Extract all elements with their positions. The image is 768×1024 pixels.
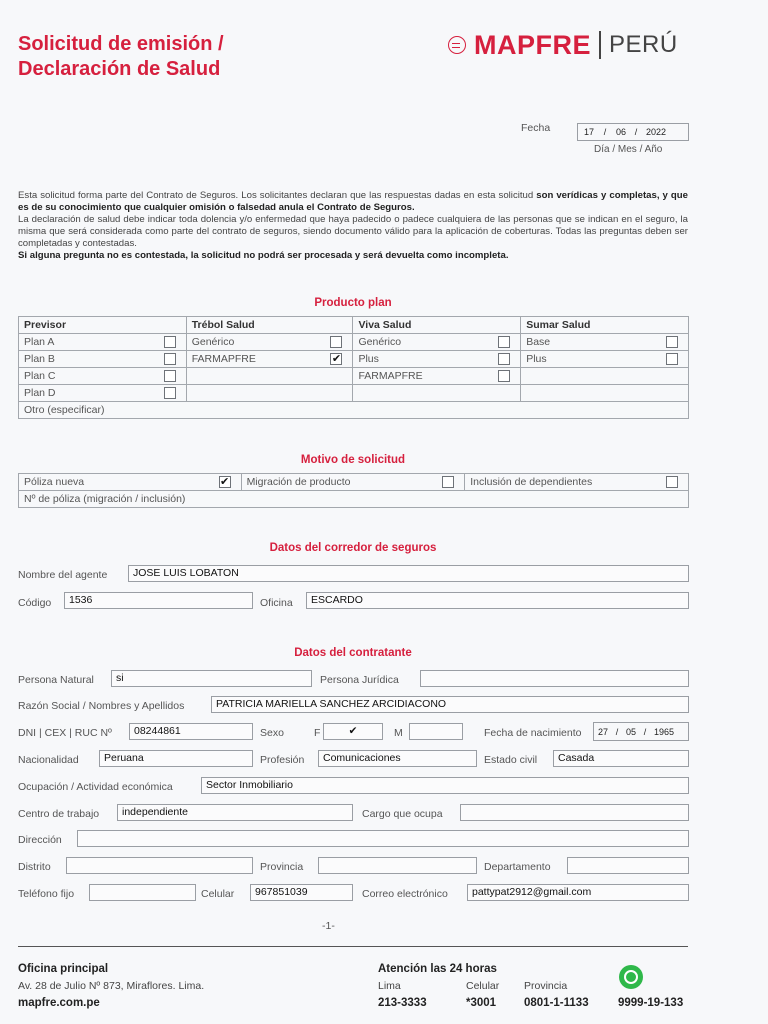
codigo-input[interactable]: 1536 [64, 592, 253, 609]
oficina-label: Oficina [260, 597, 293, 609]
dni-input[interactable]: 08244861 [129, 723, 253, 740]
provincia-phone: 0801-1-1133 [524, 997, 589, 1009]
provincia-footer-label: Provincia [524, 980, 568, 992]
nacimiento-day: 27 [598, 726, 609, 737]
title-line-2: Declaración de Salud [18, 58, 221, 80]
section-datos-corredor: Datos del corredor de seguros [269, 542, 437, 554]
ocupacion-input[interactable]: Sector Inmobiliario [201, 777, 689, 794]
nacimiento-label: Fecha de nacimiento [484, 727, 582, 739]
section-motivo-solicitud: Motivo de solicitud [300, 454, 406, 466]
centro-trabajo-input[interactable]: independiente [117, 804, 353, 821]
persona-natural-label: Persona Natural [18, 674, 94, 686]
nacimiento-date-field[interactable]: 27 / 05 / 1965 [593, 722, 689, 741]
date-label: Fecha [521, 122, 551, 134]
section-datos-contratante: Datos del contratante [294, 647, 412, 659]
checkbox-sumar-plus[interactable] [666, 353, 678, 365]
date-format-hint: Día / Mes / Año [594, 144, 663, 155]
celular-label: Celular [201, 888, 235, 900]
correo-input[interactable]: pattypat2912@gmail.com [467, 884, 689, 901]
estado-civil-label: Estado civil [484, 754, 538, 766]
provincia-input[interactable] [318, 857, 477, 874]
intro-text: Esta solicitud forma parte del Contrato de Seguros. Los solicitantes declaran que las respuestas dadas en esta solicitud son verídicas y completas, y que es de su conocimiento que cualquier omisión o falsedad anula el Contrato de Seguros. La declaración de salud debe indicar toda dolencia y/o enfermedad que haya padecido o padece cualquiera de las personas que se indican en el seguro, la misma que será considerada como parte del contrato de seguros, siendo documento válido para la aplicación de coberturas. Todas las preguntas deben ser completadas y contestadas. Si alguna pregunta no es contestada, la solicitud no podrá ser procesada y será devuelta como incompleta. [18, 190, 688, 261]
option-inclusion-dependientes[interactable]: Inclusión de dependientes [465, 474, 689, 491]
celular-footer-label: Celular [466, 980, 500, 992]
option-trebol-farmapfre[interactable]: FARMAPFRE ✔ [186, 351, 353, 368]
sexo-label: Sexo [260, 727, 284, 739]
mapfre-emblem-icon [448, 36, 466, 54]
checkbox-migracion-producto[interactable] [442, 476, 454, 488]
correo-label: Correo electrónico [362, 888, 448, 900]
agente-input[interactable]: JOSE LUIS LOBATON [128, 565, 689, 582]
checkbox-trebol-generico[interactable] [330, 336, 342, 348]
celular-phone: *3001 [466, 997, 497, 1009]
checkbox-poliza-nueva[interactable]: ✔ [219, 476, 230, 488]
page-number: -1- [322, 920, 335, 932]
checkbox-viva-farmapfre[interactable] [498, 370, 510, 382]
razon-social-label: Razón Social / Nombres y Apellidos [18, 700, 185, 712]
option-plan-a[interactable]: Plan A [19, 334, 187, 351]
checkbox-viva-generico[interactable] [498, 336, 510, 348]
header-trebol-salud: Trébol Salud [186, 317, 353, 334]
checkbox-plan-c[interactable] [164, 370, 176, 382]
dni-label: DNI | CEX | RUC Nº [18, 727, 112, 739]
mapfre-logo [448, 30, 678, 60]
direccion-label: Dirección [18, 834, 62, 846]
lima-phone: 213-3333 [378, 997, 427, 1009]
checkbox-plan-a[interactable] [164, 336, 176, 348]
date-year: 2022 [646, 127, 667, 137]
oficina-principal-title: Oficina principal [18, 963, 109, 975]
centro-trabajo-label: Centro de trabajo [18, 808, 100, 820]
header-viva-salud: Viva Salud [353, 317, 521, 334]
date-day: 17 [584, 127, 595, 137]
sexo-f-label: F [314, 727, 321, 739]
provincia-label: Provincia [260, 861, 304, 873]
estado-civil-input[interactable]: Casada [553, 750, 689, 767]
distrito-label: Distrito [18, 861, 51, 873]
persona-juridica-label: Persona Jurídica [320, 674, 399, 686]
nacionalidad-input[interactable]: Peruana [99, 750, 253, 767]
sexo-f-box[interactable]: ✔ [323, 723, 383, 740]
whatsapp-icon [619, 965, 643, 989]
website-link[interactable]: mapfre.com.pe [18, 997, 100, 1009]
checkbox-plan-b[interactable] [164, 353, 176, 365]
brand-country: PERÚ [609, 31, 678, 58]
header-previsor: Previsor [19, 317, 187, 334]
producto-plan-table [18, 316, 689, 419]
checkbox-trebol-farmapfre[interactable]: ✔ [331, 353, 342, 365]
logo-divider [599, 31, 601, 59]
option-poliza-nueva[interactable]: Póliza nueva ✔ [19, 474, 242, 491]
option-viva-plus[interactable]: Plus [353, 351, 521, 368]
option-sumar-base[interactable]: Base [521, 334, 689, 351]
checkbox-inclusion-dependientes[interactable] [666, 476, 678, 488]
distrito-input[interactable] [66, 857, 253, 874]
profesion-label: Profesión [260, 754, 305, 766]
option-viva-generico[interactable]: Genérico [353, 334, 521, 351]
date-field[interactable]: 17 / 06 / 2022 [577, 123, 689, 141]
persona-natural-input[interactable]: si [111, 670, 312, 687]
numero-poliza-field[interactable]: Nº de póliza (migración / inclusión) [19, 491, 689, 508]
ocupacion-label: Ocupación / Actividad económica [18, 781, 173, 793]
departamento-label: Departamento [484, 861, 551, 873]
telefono-input[interactable] [89, 884, 196, 901]
form-title [18, 32, 224, 82]
header-sumar-salud: Sumar Salud [521, 317, 689, 334]
option-viva-farmapfre[interactable]: FARMAPFRE [353, 368, 521, 385]
telefono-label: Teléfono fijo [18, 888, 75, 900]
option-plan-d[interactable]: Plan D [19, 385, 187, 402]
cargo-input[interactable] [460, 804, 689, 821]
codigo-label: Código [18, 597, 52, 609]
option-plan-c[interactable]: Plan C [19, 368, 187, 385]
agente-label: Nombre del agente [18, 569, 108, 581]
brand-name: MAPFRE [474, 29, 591, 60]
celular-input[interactable]: 967851039 [250, 884, 353, 901]
oficina-input[interactable]: ESCARDO [306, 592, 689, 609]
razon-social-input[interactable]: PATRICIA MARIELLA SANCHEZ ARCIDIACONO [211, 696, 689, 713]
direccion-input[interactable] [77, 830, 689, 847]
footer-divider [18, 946, 688, 947]
checkbox-plan-d[interactable] [164, 387, 176, 399]
nacionalidad-label: Nacionalidad [18, 754, 79, 766]
nacimiento-month: 05 [626, 726, 637, 737]
sexo-m-box[interactable] [409, 723, 463, 740]
checkbox-sumar-base[interactable] [666, 336, 678, 348]
option-trebol-generico[interactable]: Genérico [186, 334, 353, 351]
persona-juridica-input[interactable] [420, 670, 689, 687]
departamento-input[interactable] [567, 857, 689, 874]
atencion-title: Atención las 24 horas [378, 963, 497, 975]
sexo-m-label: M [394, 727, 403, 739]
motivo-table [18, 473, 689, 508]
otro-especificar-field[interactable]: Otro (especificar) [19, 402, 689, 419]
nacimiento-year: 1965 [654, 726, 675, 737]
whatsapp-phone: 9999-19-133 [618, 997, 684, 1009]
option-sumar-plus[interactable]: Plus [521, 351, 689, 368]
section-producto-plan: Producto plan [314, 297, 392, 309]
profesion-input[interactable]: Comunicaciones [318, 750, 477, 767]
oficina-address: Av. 28 de Julio Nº 873, Miraflores. Lima. [18, 980, 205, 992]
date-month: 06 [616, 127, 627, 137]
option-migracion-producto[interactable]: Migración de producto [241, 474, 465, 491]
option-plan-b[interactable]: Plan B [19, 351, 187, 368]
cargo-label: Cargo que ocupa [362, 808, 443, 820]
lima-label: Lima [378, 980, 401, 992]
checkbox-viva-plus[interactable] [498, 353, 510, 365]
title-line-1: Solicitud de emisión / [18, 33, 224, 55]
